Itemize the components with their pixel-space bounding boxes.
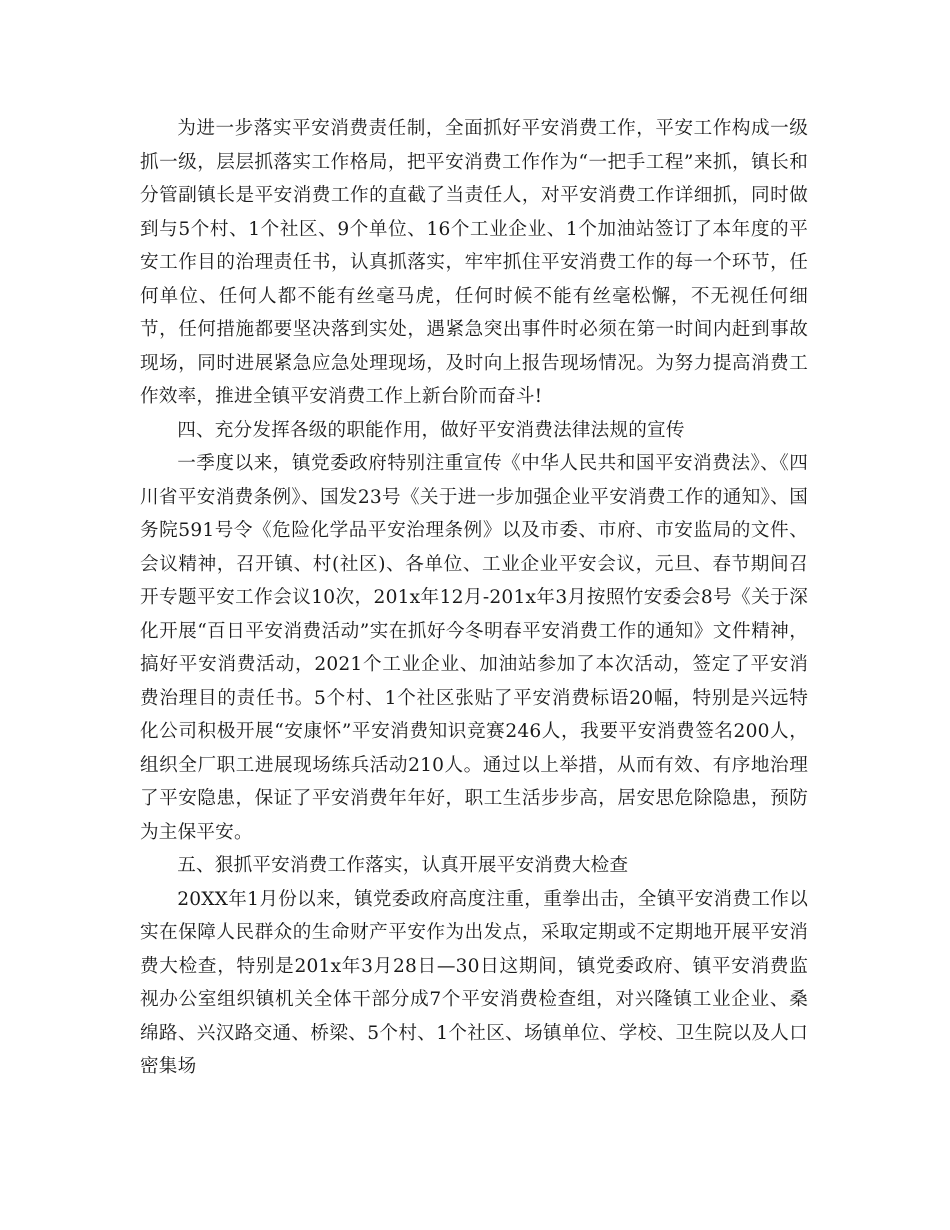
document-body <box>140 112 808 1084</box>
paragraph-inspection: 20XX年1月份以来，镇党委政府高度注重，重拳出击，全镇平安消费工作以实在保障人民群众的生命财产平安作为出发点，采取定期或不定期地开展平安消费大检查，特别是201x年3月28日—30日这期间，镇党委政府、镇平安消费监视办公室组织镇机关全体干部分成7个平安消费检查组，对兴隆镇工业企业、桑绵路、兴汉路交通、桥梁、5个村、1个社区、场镇单位、学校、卫生院以及人口密集场 <box>140 888 808 1077</box>
paragraph-publicity: 一季度以来，镇党委政府特别注重宣传《中华人民共和国平安消费法》、《四川省平安消费条例》、国发23号《关于进一步加强企业平安消费工作的通知》、国务院591号令《危险化学品平安治理条例》以及市委、市府、市安监局的文件、会议精神，召开镇、村(社区)、各单位、工业企业平安会议，元旦、春节期间召开专题平安工作会议10次，201x年12月-201x年3月按照竹安委会8号《关于深化开展“百日平安消费活动”实在抓好今冬明春平安消费工作的通知》文件精神，搞好平安消费活动，2021个工业企业、加油站参加了本次活动，签定了平安消费治理目的责任书。5个村、1个社区张贴了平安消费标语20幅，特别是兴远特化公司积极开展“安康怀”平安消费知识竞赛246人，我要平安消费签名200人，组织全厂职工进展现场练兵活动210人。通过以上举措，从而有效、有序地治理了平安隐患，保证了平安消费年年好，职工生活步步高，居安思危除隐患，预防为主保平安。 <box>140 453 808 843</box>
section-heading-five: 五、狠抓平安消费工作落实，认真开展平安消费大检查 <box>177 855 629 876</box>
paragraph-responsibility: 为进一步落实平安消费责任制，全面抓好平安消费工作，平安工作构成一级抓一级，层层抓落实工作格局，把平安消费工作作为“一把手工程”来抓，镇长和分管副镇长是平安消费工作的直截了当责任人，对平安消费工作详细抓，同时做到与5个村、1个社区、9个单位、16个工业企业、1个加油站签订了本年度的平安工作目的治理责任书，认真抓落实，牢牢抓住平安消费工作的每一个环节，任何单位、任何人都不能有丝毫马虎，任何时候不能有丝毫松懈，不无视任何细节，任何措施都要坚决落到实处，遇紧急突出事件时必须在第一时间内赶到事故现场，同时进展紧急应急处理现场，及时向上报告现场情况。为努力提高消费工作效率，推进全镇平安消费工作上新台阶而奋斗! <box>140 118 808 407</box>
section-heading-four: 四、充分发挥各级的职能作用，做好平安消费法律法规的宣传 <box>177 419 685 441</box>
